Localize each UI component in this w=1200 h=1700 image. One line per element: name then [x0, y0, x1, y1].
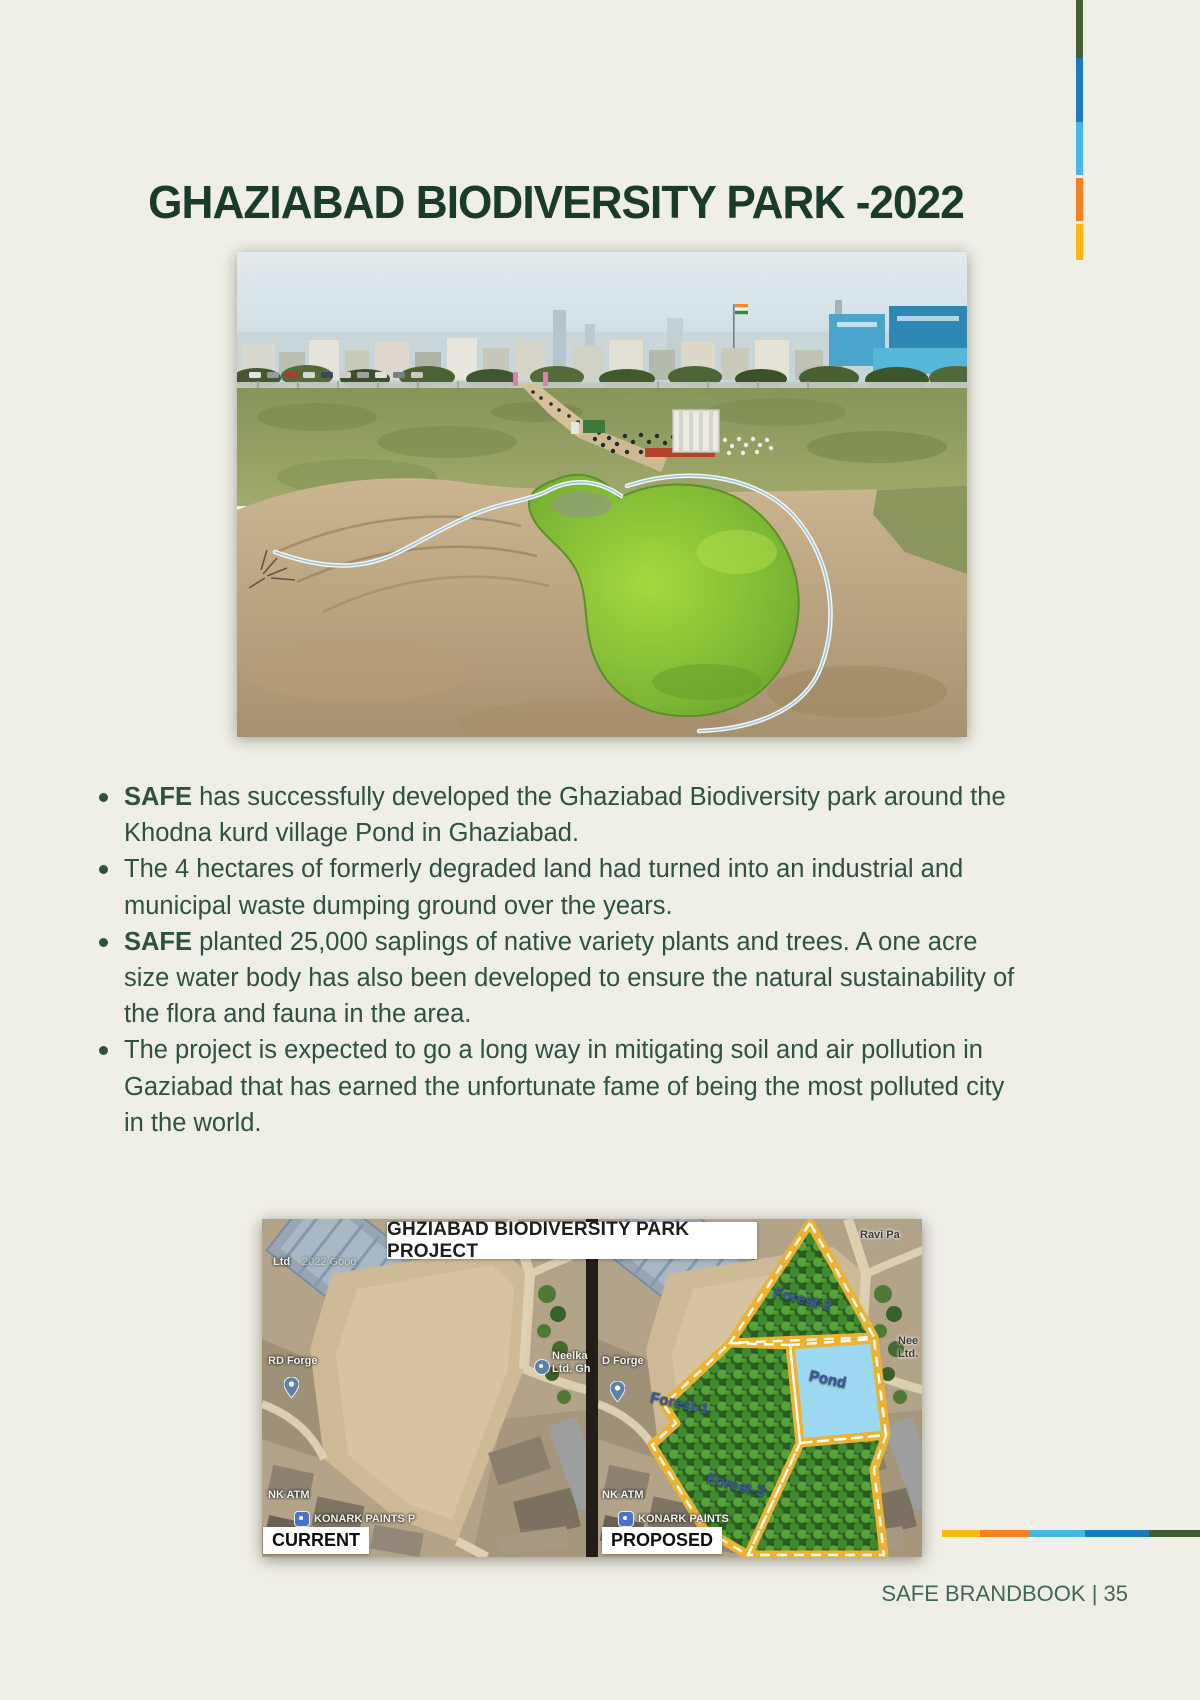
ltd-label: Ltd — [273, 1256, 291, 1268]
accent-segment-yellow — [1076, 224, 1083, 260]
hero-photo-illustration — [237, 252, 967, 737]
bullet-text: The 4 hectares of formerly degraded land had turned into an industrial and municipal waste dumping ground over the years. — [124, 855, 964, 920]
hero-aerial-photo — [237, 252, 967, 737]
map-illustration — [262, 1219, 922, 1557]
map-comparison-figure — [262, 1219, 922, 1557]
map-pin-icon — [610, 1381, 625, 1402]
fuel-station-icon — [618, 1511, 634, 1527]
bullet-text: The project is expected to go a long way in mitigating soil and air pollution in Gaziabad that has earned the unfortunate fame of being the most polluted city in the world. — [124, 1036, 1005, 1137]
bullet-item-2 — [96, 851, 1026, 923]
bullet-text: has successfully developed the Ghaziabad Biodiversity park around the Khodna kurd village Pond in Ghaziabad. — [124, 783, 1006, 848]
konark-right-label: KONARK PAINTS — [638, 1513, 729, 1525]
pond-label: Pond — [807, 1367, 848, 1392]
accent-segment-blue — [1076, 58, 1083, 122]
accent-segment-blue — [1085, 1530, 1149, 1537]
bullet-item-3 — [96, 924, 1026, 1033]
rd-forge-label: RD Forge — [268, 1355, 318, 1367]
forest1-label: Forest-1 — [648, 1389, 711, 1418]
accent-segment-yellow — [942, 1530, 980, 1537]
accent-segment-green — [1076, 0, 1083, 58]
nk-atm-right-label: NK ATM — [602, 1489, 644, 1501]
d-forge-label: D Forge — [602, 1355, 644, 1367]
accent-segment-orange — [980, 1530, 1030, 1537]
map-pin-icon — [284, 1377, 299, 1398]
page-footer: SAFE BRANDBOOK | 35 — [881, 1581, 1128, 1606]
horizontal-accent-bar — [942, 1530, 1200, 1537]
accent-segment-green — [1149, 1530, 1200, 1537]
bullet-lead: SAFE — [124, 927, 193, 956]
map-divider — [586, 1219, 598, 1557]
proposed-tag: PROPOSED — [602, 1527, 722, 1554]
google-watermark: 2022 Goog — [302, 1256, 357, 1268]
bullet-item-4 — [96, 1032, 1026, 1141]
current-map — [262, 1219, 606, 1557]
bullet-item-1 — [96, 779, 1026, 851]
blue-factory-buildings — [829, 306, 967, 374]
bullet-list — [96, 779, 1026, 1141]
accent-segment-lightblue — [1076, 122, 1083, 175]
konark-left-label: KONARK PAINTS P — [314, 1513, 416, 1525]
nee-label-1: Nee — [898, 1335, 919, 1347]
map-title-banner: GHZIABAD BIODIVERSITY PARK PROJECT — [387, 1222, 757, 1259]
landmark-icon — [534, 1359, 550, 1375]
page-title: GHAZIABAD BIODIVERSITY PARK -2022 — [148, 175, 964, 228]
proposed-map — [598, 1219, 922, 1557]
nk-atm-left-label: NK ATM — [268, 1489, 310, 1501]
nee-label-2: Ltd. — [898, 1348, 919, 1360]
bullet-lead: SAFE — [124, 783, 193, 811]
tent — [673, 410, 719, 452]
neelka-label-1: Neelka — [552, 1350, 588, 1362]
current-tag: CURRENT — [263, 1527, 369, 1554]
neelka-label-2: Ltd. Gh — [552, 1363, 591, 1375]
accent-segment-lightblue — [1030, 1530, 1085, 1537]
fuel-station-icon — [294, 1511, 310, 1527]
ravi-label: Ravi Pa — [860, 1229, 900, 1241]
bullet-text: planted 25,000 saplings of native variety plants and trees. A one acre size water body has also been developed to ensure the natural sustainability of the flora and fauna in the area. — [124, 927, 1015, 1029]
forest3-label: Forest-3 — [704, 1470, 767, 1501]
body-text — [96, 779, 1026, 1141]
forest2-label: Forest-2 — [771, 1284, 834, 1315]
